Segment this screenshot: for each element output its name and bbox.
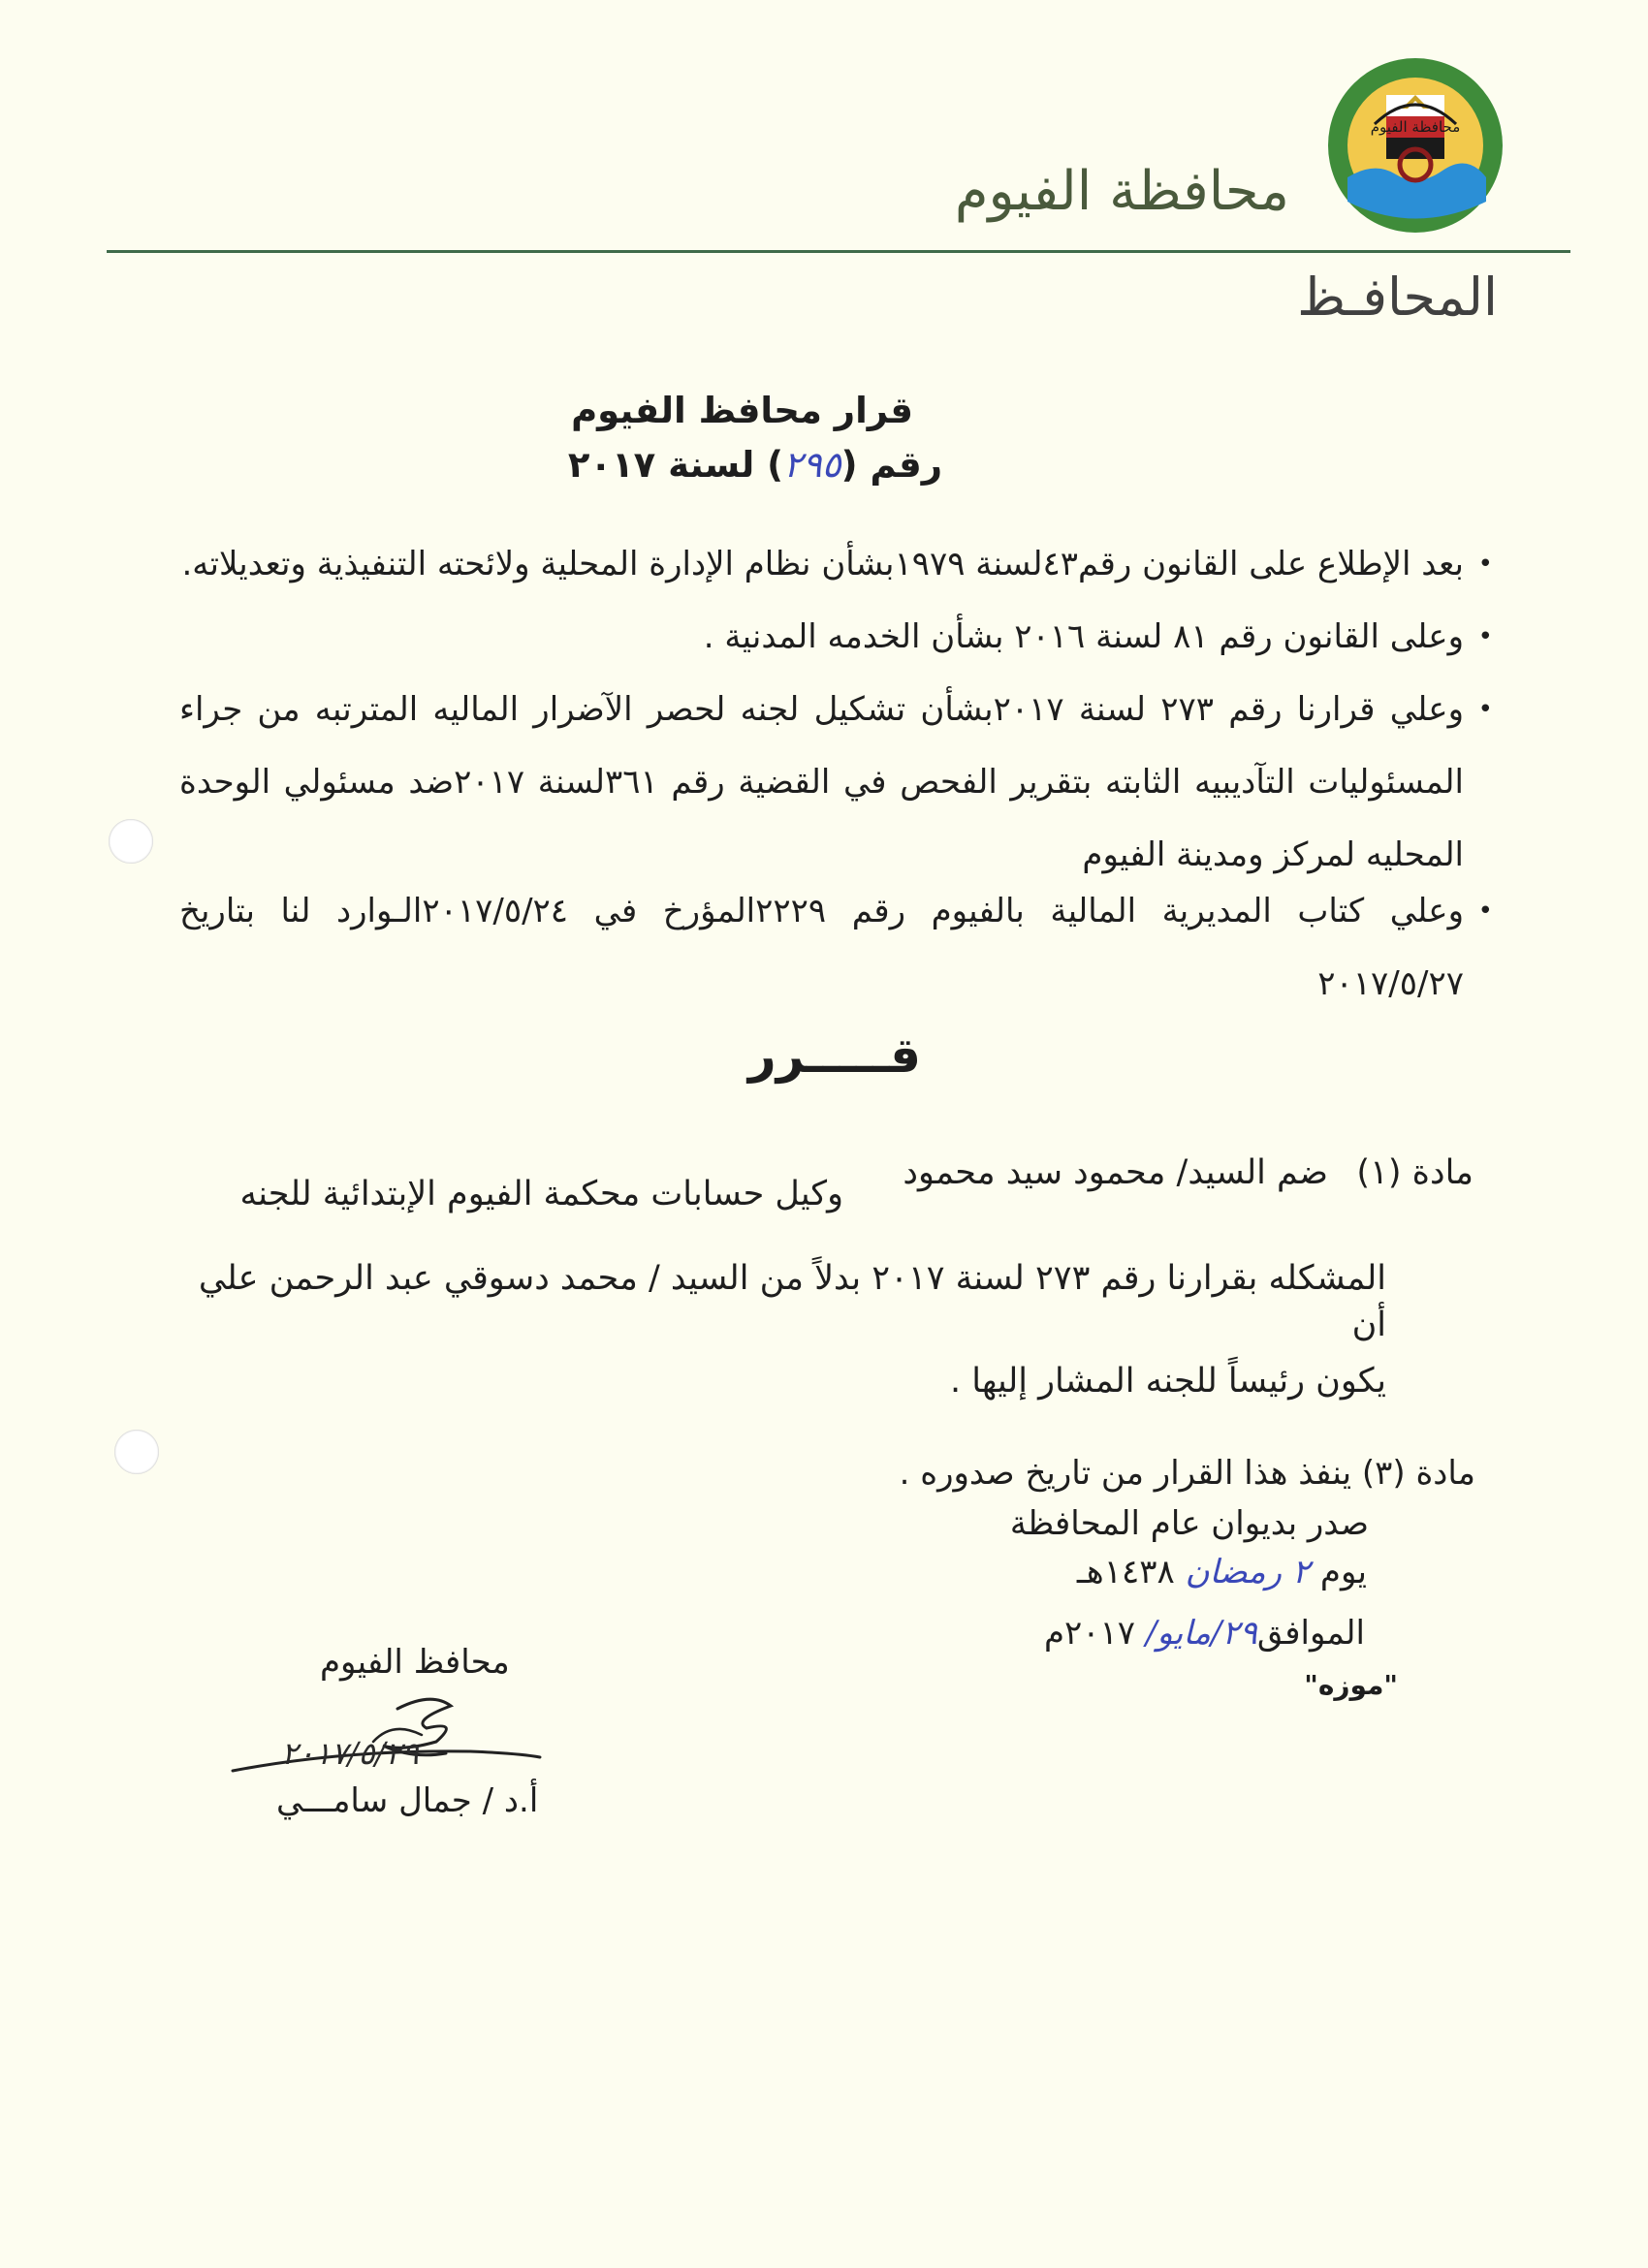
header-divider [107, 250, 1570, 253]
decree-number-suffix: ) لسنة ٢٠١٧ [567, 444, 784, 486]
article-1-line-3: يكون رئيساً للجنه المشار إليها . [949, 1362, 1386, 1401]
governorate-logo [1326, 56, 1505, 236]
office-title: المحافـظ [1297, 267, 1498, 328]
decree-number-prefix: رقم ( [840, 444, 942, 486]
clause-item: • وعلي قرارنا رقم ٢٧٣ لسنة ٢٠١٧بشأن تشكيل لجنه لحصر الآضرار الماليه المترتبه من جراء المسئوليات التآديبيه الثابته بتقرير الفحص في القضية رقم ٣٦١لسنة ٢٠١٧ضد مسئولي الوحدة المحليه لمركز ومدينة الفيوم [179, 674, 1464, 892]
clause-item: • بعد الإطلاع على القانون رقم٤٣لسنة ١٩٧٩بشأن نظام الإدارة المحلية ولائحته التنفيذية وتعديلاته. [179, 528, 1464, 601]
hijri-date-line [1077, 1553, 1367, 1591]
signer-title: محافظ الفيوم [320, 1643, 510, 1682]
decree-number-line [568, 444, 942, 486]
punch-hole [109, 819, 153, 864]
issued-at: صدر بديوان عام المحافظة [1009, 1504, 1369, 1543]
governorate-name: محافظة الفيوم [954, 160, 1289, 223]
article-1-line-2: المشكله بقرارنا رقم ٢٧٣ لسنة ٢٠١٧ بدلاً من السيد / محمد دسوقي عبد الرحمن علي أن [198, 1259, 1386, 1344]
gregorian-date-line [1044, 1614, 1365, 1653]
clause-item: • وعلى القانون رقم ٨١ لسنة ٢٠١٦ بشأن الخدمه المدنية . [179, 601, 1464, 674]
gregorian-date-handwritten: ٢٩/مايو/ [1145, 1614, 1257, 1653]
article-1-role: وكيل حسابات محكمة الفيوم الإبتدائية للجنه [239, 1175, 843, 1213]
decree-title: قرار محافظ الفيوم [571, 390, 913, 431]
svg-text:محافظة الفيوم: محافظة الفيوم [1370, 118, 1461, 136]
punch-hole [114, 1430, 159, 1474]
article-1-label: مادة (١) [1356, 1153, 1474, 1192]
clause-item: • وعلي كتاب المديرية المالية بالفيوم رقم ٢٢٢٩المؤرخ في ٢٠١٧/٥/٢٤الـوارد لنا بتاريخ ٢٠١٧/٥/٢٧ [179, 875, 1464, 1021]
gregorian-year: ٢٠١٧م [1043, 1614, 1136, 1653]
typist-initials: "موزه" [1304, 1669, 1398, 1701]
signer-name: أ.د / جمال سامـــي [276, 1781, 539, 1820]
day-label: يوم [1319, 1553, 1367, 1591]
signed-date: ٢٠١٧/٥/٢٩ [281, 1735, 419, 1772]
article-1-person: ضم السيد/ محمود سيد محمود [903, 1153, 1328, 1192]
decree-number-handwritten: ٢٩٥ [783, 444, 841, 486]
hijri-year: ١٤٣٨هـ [1076, 1553, 1175, 1591]
gregorian-label: الموافق [1256, 1614, 1365, 1653]
article-3: مادة (٣) ينفذ هذا القرار من تاريخ صدوره . [899, 1454, 1475, 1493]
hijri-date-handwritten: ٢ رمضان [1185, 1553, 1311, 1591]
decided-heading: قـــــرر [747, 1027, 921, 1084]
